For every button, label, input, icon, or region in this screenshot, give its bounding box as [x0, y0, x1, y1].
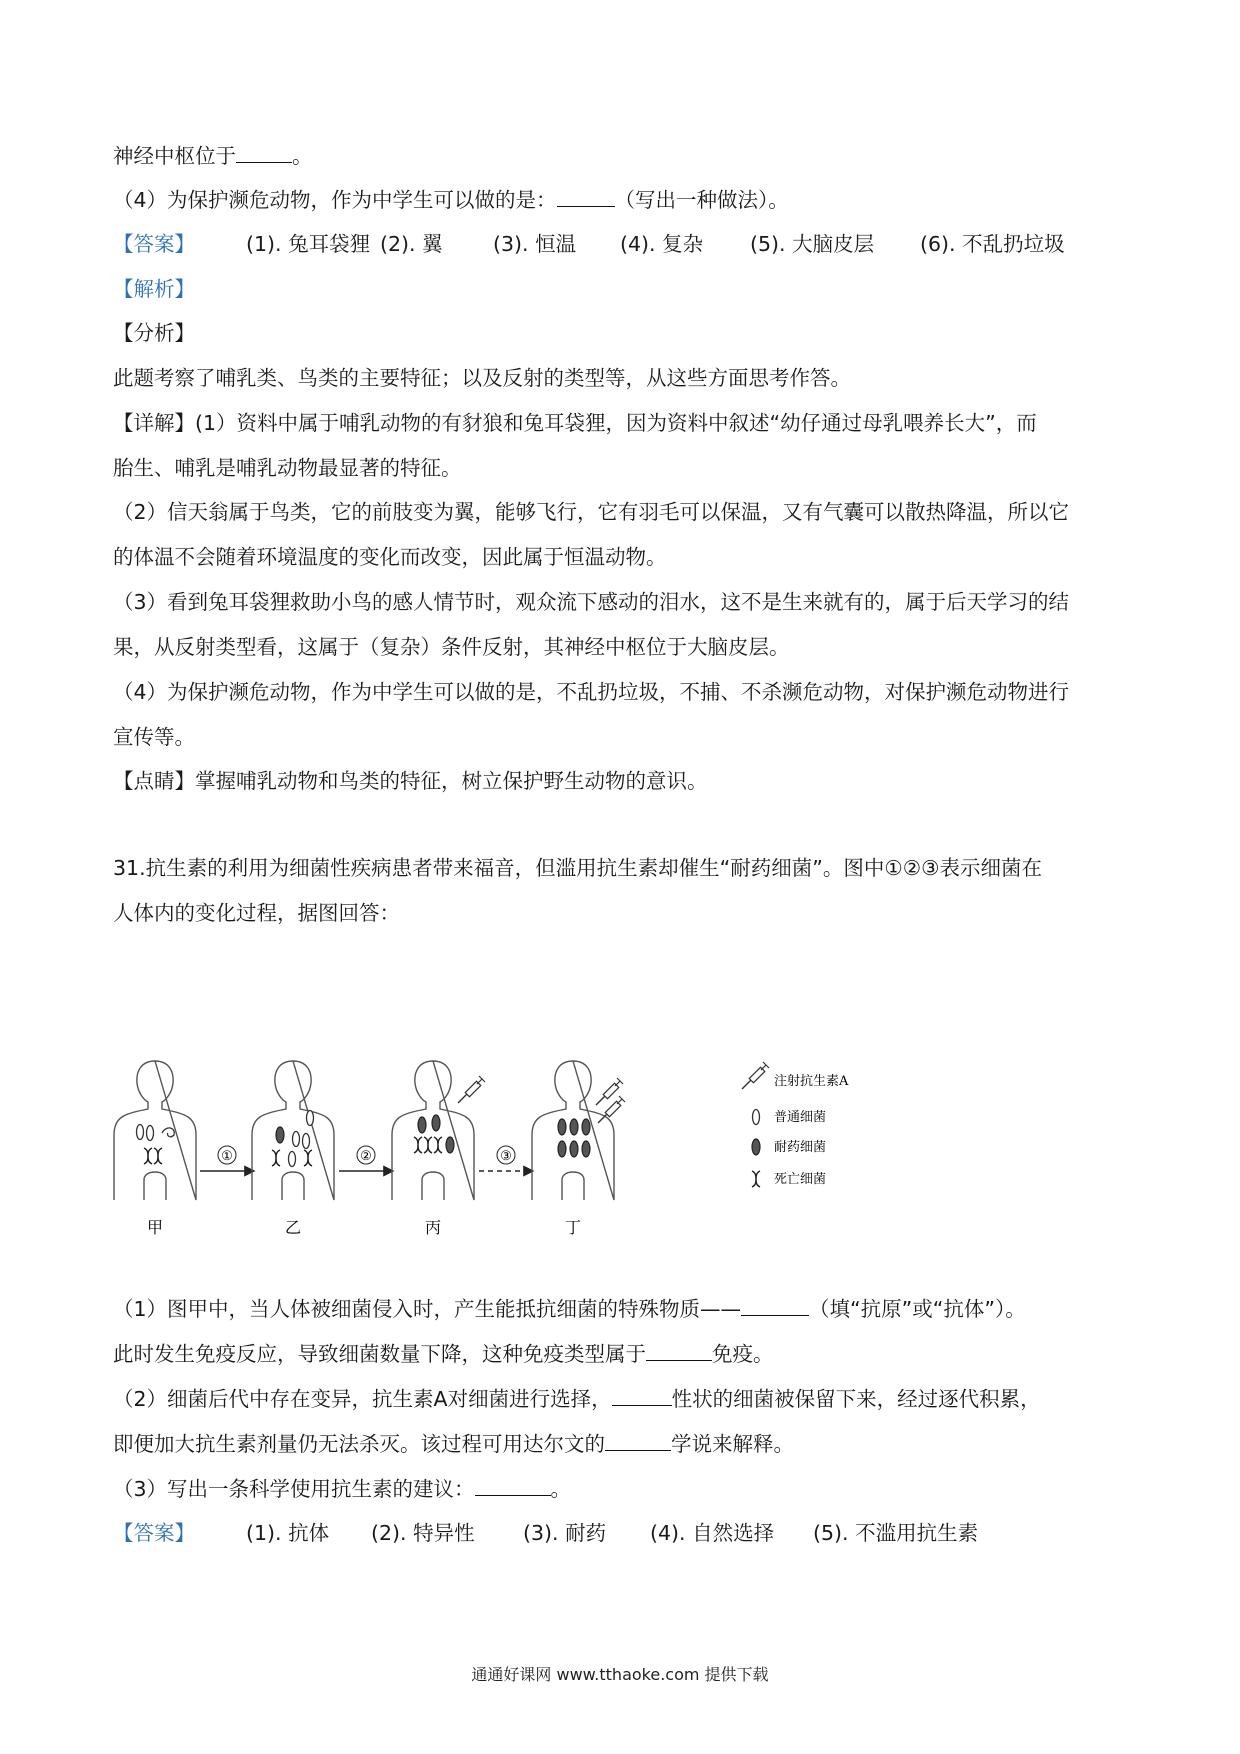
answer-item: (4). 复杂	[620, 232, 704, 256]
detail-line: 胎生、哺乳是哺乳动物最显著的特征。	[113, 456, 462, 480]
fenxi-text: 此题考察了哺乳类、鸟类的主要特征；以及反射的类型等，从这些方面思考作答。	[113, 366, 851, 390]
arrow-label: ①	[221, 1149, 233, 1164]
arrow-label: ③	[500, 1149, 512, 1164]
syringe-icon	[742, 1062, 769, 1089]
legend-label: 普通细菌	[774, 1110, 827, 1125]
detail-line: （3）看到兔耳袋狸救助小鸟的感人情节时，观众流下感动的泪水，这不是生来就有的，属于后天学习的结	[113, 590, 1070, 614]
figure-legend	[742, 1062, 849, 1187]
q31-stem-line: 人体内的变化过程，据图回答：	[113, 901, 400, 925]
panel-label: 丙	[424, 1218, 442, 1237]
answer-item: (4). 自然选择	[650, 1521, 775, 1545]
q30-answer-row	[113, 229, 1123, 259]
ordinary-bacterium	[162, 1128, 174, 1137]
panel-ding	[532, 1061, 625, 1200]
answer-item: (1). 兔耳袋狸	[246, 232, 371, 256]
detail-line: 【详解】(1）资料中属于哺乳动物的有豺狼和兔耳袋狸，因为资料中叙述“幼仔通过母乳喂养长大”，而	[113, 411, 1037, 435]
answer-item: (5). 不滥用抗生素	[813, 1521, 979, 1545]
resistant-bacterium	[446, 1137, 454, 1153]
legend-label: 耐药细菌	[774, 1140, 827, 1155]
syringe-icon	[596, 1078, 623, 1105]
resistant-bacterium	[418, 1117, 426, 1133]
answer-blank[interactable]	[612, 1383, 672, 1406]
syringe-icon	[458, 1076, 485, 1103]
resistant-bacterium	[276, 1127, 284, 1143]
answer-tag: 【答案】	[113, 232, 195, 256]
arrow-label: ②	[360, 1149, 372, 1164]
legend-label: 注射抗生素A	[774, 1074, 849, 1089]
dead-bacterium	[424, 1137, 432, 1153]
resistant-bacterium	[558, 1141, 566, 1157]
fenxi-tag: 【分析】	[113, 321, 195, 345]
q31-stem-line: 31.抗生素的利用为细菌性疾病患者带来福音，但滥用抗生素却催生“耐药细菌”。图中①②③表示细菌在	[113, 856, 1042, 880]
human-body-outline	[392, 1061, 474, 1200]
ordinary-bacterium	[307, 1111, 314, 1126]
dead-bacterium	[434, 1137, 442, 1153]
answer-item: (2). 特异性	[371, 1521, 475, 1545]
answer-item: (3). 恒温	[493, 232, 577, 256]
answer-item: (3). 耐药	[523, 1521, 607, 1545]
dead-bacterium	[272, 1150, 280, 1166]
answer-blank[interactable]	[605, 1428, 671, 1451]
answer-blank[interactable]	[646, 1338, 712, 1361]
answer-blank[interactable]	[741, 1293, 809, 1316]
resistant-bacterium	[432, 1115, 440, 1131]
resistant-bacterium	[558, 1119, 566, 1135]
q31-answer-row	[113, 1518, 1123, 1548]
resistant-bacterium-icon	[752, 1139, 760, 1155]
q31-sub1-line2: 此时发生免疫反应，导致细菌数量下降，这种免疫类型属于 免疫。	[113, 1338, 774, 1369]
bacteria-antibiotic-figure	[110, 1055, 870, 1240]
answer-blank[interactable]	[557, 184, 615, 207]
answer-item: (1). 抗体	[246, 1521, 330, 1545]
human-body-outline	[252, 1061, 334, 1200]
page-footer: 通通好课网 www.tthaoke.com 提供下载	[471, 1665, 769, 1684]
detail-line: 的体温不会随着环境温度的变化而改变，因此属于恒温动物。	[113, 545, 667, 569]
answer-item: (2). 翼	[380, 232, 443, 256]
answer-tag: 【答案】	[113, 1521, 195, 1545]
q31-sub2-line2: 即便加大抗生素剂量仍无法杀灭。该过程可用达尔文的 学说来解释。	[113, 1428, 794, 1459]
panel-label: 乙	[284, 1218, 302, 1237]
dead-bacterium	[304, 1150, 312, 1166]
panel-label: 丁	[564, 1218, 582, 1237]
q31-sub1-line1: （1）图甲中，当人体被细菌侵入时，产生能抵抗细菌的特殊物质—— （填“抗原”或“抗体”）。	[113, 1293, 1026, 1324]
resistant-bacterium	[582, 1141, 590, 1157]
panel-bing	[392, 1061, 485, 1200]
analysis-tag: 【解析】	[113, 277, 195, 301]
q30-line-1: 神经中枢位于 。	[113, 140, 313, 171]
ordinary-bacterium	[303, 1134, 310, 1149]
ordinary-bacterium	[293, 1132, 300, 1147]
ordinary-bacterium	[147, 1126, 154, 1141]
syringe-icon	[598, 1096, 625, 1123]
resistant-bacterium	[570, 1141, 578, 1157]
answer-item: (6). 不乱扔垃圾	[920, 232, 1065, 256]
ordinary-bacterium-icon	[753, 1110, 760, 1125]
panel-jia	[114, 1061, 196, 1200]
detail-line: 果，从反射类型看，这属于（复杂）条件反射，其神经中枢位于大脑皮层。	[113, 635, 790, 659]
panel-yi	[252, 1061, 334, 1200]
dianjing-line: 【点睛】掌握哺乳动物和鸟类的特征，树立保护野生动物的意识。	[113, 769, 708, 793]
ordinary-bacterium	[289, 1152, 296, 1167]
q30-line-2: （4）为保护濒危动物，作为中学生可以做的是： （写出一种做法）。	[113, 184, 789, 215]
dead-bacterium	[154, 1148, 162, 1164]
answer-blank[interactable]	[236, 140, 292, 163]
answer-item: (5). 大脑皮层	[750, 232, 875, 256]
human-body-outline	[114, 1061, 196, 1200]
ordinary-bacterium	[137, 1125, 144, 1140]
resistant-bacterium	[570, 1119, 578, 1135]
detail-line: （2）信天翁属于鸟类，它的前肢变为翼，能够飞行，它有羽毛可以保温，又有气囊可以散热降温，所以它	[113, 500, 1070, 524]
legend-label: 死亡细菌	[774, 1172, 827, 1187]
answer-blank[interactable]	[475, 1473, 551, 1496]
detail-line: 宣传等。	[113, 725, 195, 749]
q31-sub3: （3）写出一条科学使用抗生素的建议： 。	[113, 1473, 571, 1504]
resistant-bacterium	[582, 1119, 590, 1135]
dead-bacterium	[144, 1148, 152, 1164]
dead-bacterium	[414, 1137, 422, 1153]
dead-bacterium-icon	[752, 1171, 760, 1187]
panel-label: 甲	[146, 1218, 164, 1237]
q31-sub2-line1: （2）细菌后代中存在变异，抗生素A对细菌进行选择， 性状的细菌被保留下来，经过逐代积累，	[113, 1383, 1041, 1414]
detail-line: （4）为保护濒危动物，作为中学生可以做的是，不乱扔垃圾，不捕、不杀濒危动物，对保护濒危动物进行	[113, 680, 1070, 704]
